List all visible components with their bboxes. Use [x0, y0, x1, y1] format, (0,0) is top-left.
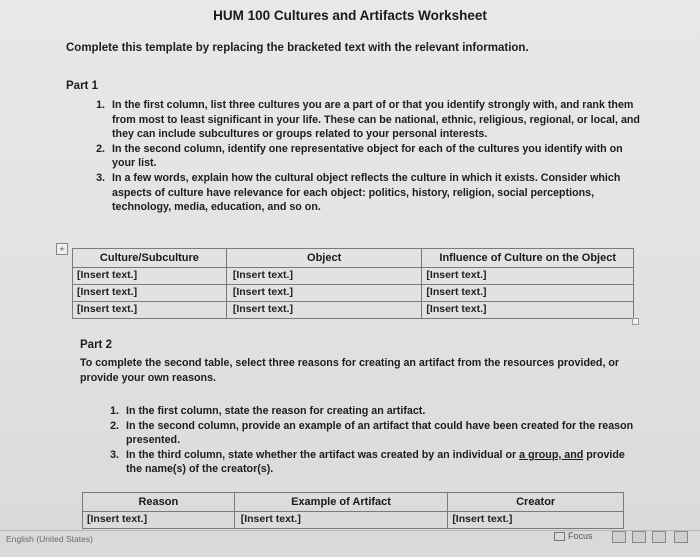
- table-cell[interactable]: [Insert text.]: [73, 285, 227, 302]
- instruction-3-text-b: provide the name(s) of the creator(s).: [126, 448, 625, 476]
- table-header-row: [73, 249, 634, 268]
- artifacts-table: [82, 492, 624, 529]
- header-creator: Creator: [448, 493, 624, 512]
- document-title: HUM 100 Cultures and Artifacts Worksheet: [213, 8, 487, 23]
- header-reason: Reason: [83, 493, 235, 512]
- table-cell[interactable]: [Insert text.]: [422, 302, 634, 319]
- table-cell[interactable]: [Insert text.]: [226, 302, 422, 319]
- part1-instruction-1: 1. In the first column, list three cultures you are a part of or that you identify strongly with, and rank them from most to least significant in your life. These can be national, ethnic, religious, regional, or local, and they can include subcultures or groups related to your personal interests.: [108, 98, 648, 142]
- part1-heading: Part 1: [66, 80, 98, 92]
- part2-instruction-2: 2. In the second column, provide an example of an artifact that could have been created for the reason presented.: [122, 419, 642, 448]
- part2-heading: Part 2: [80, 339, 112, 351]
- language-indicator[interactable]: English (United States): [6, 534, 93, 544]
- part2-instructions: [100, 404, 642, 477]
- part1-instructions: [86, 98, 648, 215]
- part1-instruction-2: 2. In the second column, identify one representative object for each of the cultures you identify with on your list.: [108, 142, 648, 171]
- cultures-table: [72, 248, 634, 319]
- table-cell[interactable]: [Insert text.]: [73, 268, 227, 285]
- table-cell[interactable]: [Insert text.]: [448, 512, 624, 529]
- header-influence: Influence of Culture on the Object: [422, 249, 634, 268]
- instruction-3-underlined-text: a group, and: [519, 448, 584, 461]
- table-cell[interactable]: [Insert text.]: [422, 268, 634, 285]
- focus-label: Focus: [568, 531, 593, 541]
- part2-description: To complete the second table, select three reasons for creating an artifact from the resources provided, or provide your own reasons.: [80, 357, 620, 384]
- intro-text: Complete this template by replacing the bracketed text with the relevant information.: [66, 42, 529, 54]
- part1-instruction-3: 3. In a few words, explain how the cultural object reflects the culture in which it exists. Consider which aspects of culture have relevance for each object: politics, history, religion, social perceptions, technology, media, education, and so on.: [108, 171, 648, 215]
- table-move-handle-icon[interactable]: +: [56, 243, 68, 255]
- table-cell[interactable]: [Insert text.]: [226, 285, 422, 302]
- status-bar: [0, 530, 700, 557]
- focus-icon: [554, 532, 565, 541]
- table-cell[interactable]: [Insert text.]: [234, 512, 448, 529]
- table-row: [83, 512, 624, 529]
- read-mode-view-icon[interactable]: [632, 531, 646, 543]
- table-cell[interactable]: [Insert text.]: [73, 302, 227, 319]
- web-layout-view-icon[interactable]: [652, 531, 666, 543]
- header-culture: Culture/Subculture: [73, 249, 227, 268]
- part2-instruction-1: 1. In the first column, state the reason for creating an artifact.: [122, 404, 642, 419]
- part2-instruction-3: [122, 448, 642, 477]
- table-header-row: [83, 493, 624, 512]
- table-row: [73, 268, 634, 285]
- table-row: [73, 302, 634, 319]
- print-layout-view-icon[interactable]: [612, 531, 626, 543]
- focus-button[interactable]: [554, 531, 593, 541]
- table-resize-handle[interactable]: [632, 318, 639, 325]
- table-cell[interactable]: [Insert text.]: [226, 268, 422, 285]
- zoom-slider-icon[interactable]: [674, 531, 688, 543]
- table-cell[interactable]: [Insert text.]: [422, 285, 634, 302]
- header-object: Object: [226, 249, 422, 268]
- table-row: [73, 285, 634, 302]
- table-cell[interactable]: [Insert text.]: [83, 512, 235, 529]
- header-example: Example of Artifact: [234, 493, 448, 512]
- instruction-3-text-a: In the third column, state whether the artifact was created by an individual or: [126, 448, 520, 461]
